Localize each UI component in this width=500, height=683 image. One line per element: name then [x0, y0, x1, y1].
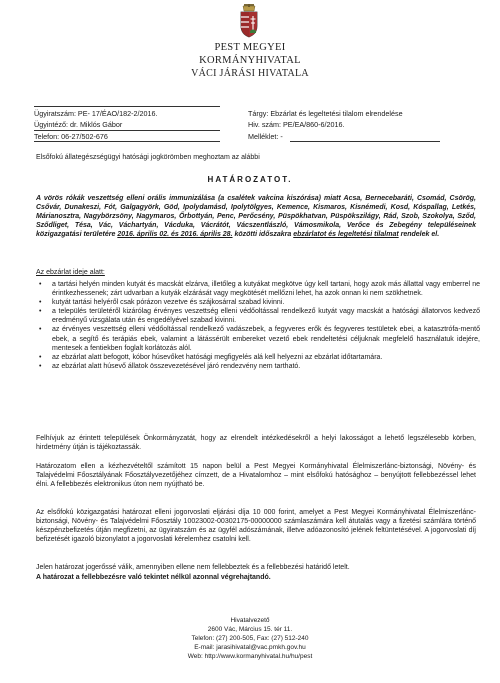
divider: [34, 130, 220, 131]
case-number: Ügyiratszám: PE- 17/ÉAO/182-2/2016.: [34, 109, 158, 118]
phone: Telefon: 06-27/502-676: [34, 132, 108, 141]
document-title: HATÁROZATOT.: [207, 175, 293, 184]
list-item: • az ebzárlat alatt húsevő állatok összevezetésével járó rendezvény nem tartható.: [39, 362, 301, 370]
enforcement-statement: A határozat a fellebbezésre való tekintet nélkül azonnal végrehajtandó.: [36, 574, 271, 581]
footer-email: E-mail: jarasihivatal@vac.pmkh.gov.hu: [194, 644, 306, 651]
decision-dates: 2016. április 02. és 2016. április 28.: [117, 231, 233, 239]
divider: [34, 106, 220, 107]
org-name-line3: VÁCI JÁRÁSI HIVATALA: [191, 68, 309, 79]
list-item: • a tartási helyén minden kutyát és macskát elzárva, illetőleg a kutyákat megkötve úgy kell tartani, hogy azok más állattal vagy emberrel ne érintkezhessenek; zárt udvarban a kutyák elzárását vagy megkötését mellőzni lehet, ha azok onnan ki nem szökhetnek.: [39, 281, 480, 298]
divider: [290, 141, 440, 142]
decision-order: ebzárlatot és legeltetési tilalmat: [293, 231, 399, 239]
restrictions-list: [36, 280, 480, 371]
fee-paragraph: Az elsőfokú közigazgatási határozat elleni jogorvoslati eljárási díja 10 000 forint, amelyet a Pest Megyei Kormányhivatal Élelmiszerlánc-biztonsági, Növény- és Talajvédelmi Főosztály 10023002-00302175-00000000 számlaszámára kell átutalás vagy a fizetési számlára történő készpénzbefizetés útján megfizetni, az ügyiratszám és az ügyfél adószámának, illetve adóazonosító jelének feltüntetésével. A jogorvoslati díj befizetését igazoló bizonylatot a jogorvoslati kérelemhez csatolni kell.: [36, 509, 476, 544]
notice-paragraph: Felhívjuk az érintett települések Önkormányzatát, hogy az elrendelt intézkedésekről a helyi lakosságot a lehető legszélesebb körben, hirdetmény útján is tájékoztassák.: [36, 435, 476, 452]
case-officer: Ügyintéző: dr. Miklós Gábor: [34, 120, 123, 129]
final-statement: Jelen határozat jogerőssé válik, amennyiben ellene nem fellebbeztek és a fellebbezési határidő letelt.: [36, 564, 350, 571]
decision-text: A vörös rókák veszettség elleni orális immunizálása (a csalétek vakcina kiszórása) miatt Acsa, Bernecebaráti, Csomád, Csörög, Csővár, Dunakeszi, Fót, Galgagyörk, Göd, Ipolydamásd, Ipolytölgyes, Kemence, Kismaros, Kisnémedi, Kosd, Kóspallag, Letkés, Márianosztra, Nagybörzsöny, Nagymaros, Őrbottyán, Penc, Perőcsény, Püspökhatvan, Püspökszilágy, Rád, Szob, Szokolya, Sződ, Sződliget, Tésa, Vác, Váchartyán, Vácduka, Vácrátót, Vácszentlászló, Vámosmikola, Verőce és Zebegény településeinek közigazgatási területére: [36, 195, 476, 239]
list-item: • a település területéről kizárólag érvényes veszettség elleni védőoltással rendelkező kutyát vagy macskát a hatósági állatorvos kedvező eredményű vizsgálata után és engedélyével szabad kivinni.: [39, 308, 480, 325]
org-name-line2: KORMÁNYHIVATAL: [199, 55, 301, 66]
footer-phone: Telefon: (27) 200-505, Fax: (27) 512-240: [191, 635, 309, 642]
intro-text: Elsőfokú állategészségügyi hatósági jogkörömben meghoztam az alábbi: [36, 154, 260, 161]
footer-web: Web: http://www.kormanyhivatal.hu/hu/pest: [187, 653, 313, 660]
org-name-line1: PEST MEGYEI: [214, 42, 286, 53]
divider: [34, 141, 220, 142]
footer-office: Hivatalvezető: [230, 617, 270, 624]
list-item: • kutyát tartási helyéről csak pórázon vezetve és szájkosárral szabad kivinni.: [39, 299, 285, 307]
reference-number: Hiv. szám: PE/EA/860-6/2016.: [248, 120, 345, 129]
during-heading: Az ebzárlat ideje alatt:: [36, 269, 105, 276]
list-item: • az érvényes veszettség elleni védőoltással rendelkező vadászebek, a fegyveres erők és fegyveres testületek ebei, a katasztrófa-mentő ebek, a segítő és terápiás ebek, valamint a látássérült embereket vezető ebek rendeltetési céljuknak megfelelő használatuk idejére, mentesek a fentiekben foglalt korlátozás alól.: [39, 326, 480, 352]
coat-of-arms-icon: [238, 4, 260, 38]
footer-address: 2600 Vác, Március 15. tér 11.: [207, 626, 293, 633]
attachment: Melléklet: -: [248, 132, 283, 141]
subject: Tárgy: Ebzárlat és legeltetési tilalom elrendelése: [248, 109, 403, 118]
decision-end: rendelek el.: [400, 231, 440, 239]
decision-period: közötti időszakra: [234, 231, 292, 239]
appeal-paragraph: Határozatom ellen a kézhezvételtől számított 15 napon belül a Pest Megyei Kormányhivatal Élelmiszerlánc-biztonsági, Növény- és Talajvédelmi Főosztályának Főosztályvezetőjéhez címzett, de a Hivatalomhoz – mint elsőfokú hatósághoz – benyújtott fellebbezéssel lehet élni. A fellebbezés elektronikus úton nem nyújtható be.: [36, 463, 476, 489]
list-item: • az ebzárlat alatt befogott, kóbor húsevőket hatósági megfigyelés alá kell helyezni az ebzárlat időtartamára.: [39, 353, 383, 361]
decision-paragraph: [36, 194, 476, 239]
